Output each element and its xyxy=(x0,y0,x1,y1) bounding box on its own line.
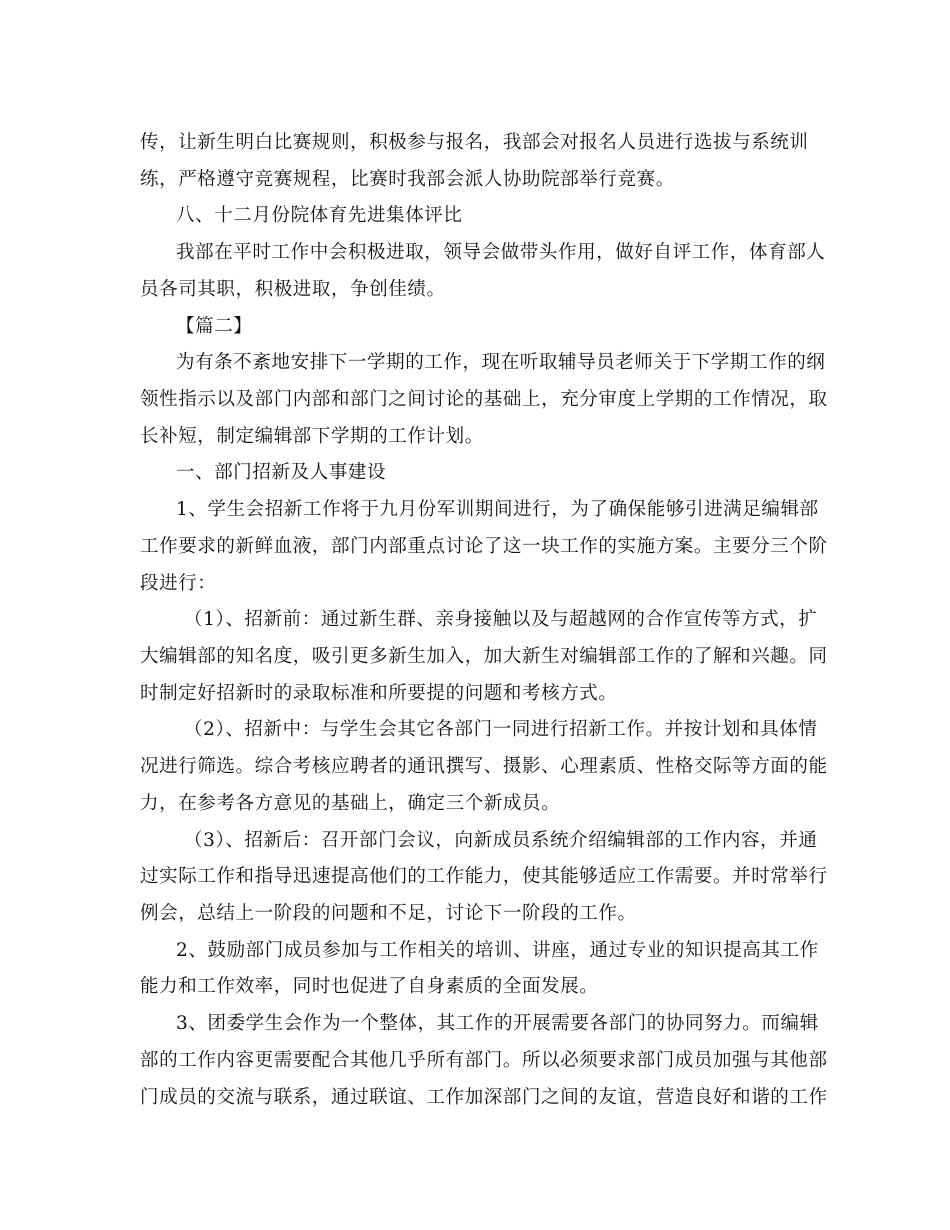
text-line: 员各司其职，积极进取，争创佳绩。 xyxy=(140,279,446,300)
text-line: 力，在参考各方意见的基础上，确定三个新成员。 xyxy=(140,793,561,814)
text-line: （3）、招新后：召开部门会议，向新成员系统介绍编辑部的工作内容，并通 xyxy=(184,830,818,851)
text-line: 段进行： xyxy=(140,573,217,594)
text-line: 长补短，制定编辑部下学期的工作计划。 xyxy=(140,426,484,447)
text-line: 过实际工作和指导迅速提高他们的工作能力，使其能够适应工作需要。并时常举行 xyxy=(140,866,828,887)
text-line: 练，严格遵守竞赛规程，比赛时我部会派人协助院部举行竞赛。 xyxy=(140,169,675,190)
text-line: 1、学生会招新工作将于九月份军训期间进行，为了确保能够引进满足编辑部 xyxy=(176,499,819,520)
text-line: 传，让新生明白比赛规则，积极参与报名，我部会对报名人员进行选拔与系统训 xyxy=(140,132,809,153)
text-line: 领性指示以及部门内部和部门之间讨论的基础上，充分审度上学期的工作情况，取 xyxy=(140,389,828,410)
text-line: 例会，总结上一阶段的问题和不足，讨论下一阶段的工作。 xyxy=(140,903,637,924)
text-line: （2）、招新中：与学生会其它各部门一同进行招新工作。并按计划和具体情 xyxy=(184,719,818,740)
text-line: 大编辑部的知名度，吸引更多新生加入，加大新生对编辑部工作的了解和兴趣。同 xyxy=(140,646,828,667)
text-line: 工作要求的新鲜血液，部门内部重点讨论了这一块工作的实施方案。主要分三个阶 xyxy=(140,536,828,557)
text-line: 时制定好招新时的录取标准和所要提的问题和考核方式。 xyxy=(140,683,618,704)
text-line: 部的工作内容更需要配合其他几乎所有部门。所以必须要求部门成员加强与其他部 xyxy=(140,1050,828,1071)
section-heading: 一、部门招新及人事建设 xyxy=(176,462,387,483)
section-heading: 八、十二月份院体育先进集体评比 xyxy=(176,205,463,226)
text-line: （1）、招新前：通过新生群、亲身接触以及与超越网的合作宣传等方式，扩 xyxy=(184,609,818,630)
part-heading: 【篇二】 xyxy=(176,316,253,337)
text-line: 况进行筛选。综合考核应聘者的通讯撰写、摄影、心理素质、性格交际等方面的能 xyxy=(140,756,828,777)
text-line: 3、团委学生会作为一个整体，其工作的开展需要各部门的协同努力。而编辑 xyxy=(176,1013,819,1034)
text-line: 能力和工作效率，同时也促进了自身素质的全面发展。 xyxy=(140,976,599,997)
text-line: 为有条不紊地安排下一学期的工作，现在听取辅导员老师关于下学期工作的纲 xyxy=(176,352,826,373)
text-line: 我部在平时工作中会积极进取，领导会做带头作用，做好自评工作，体育部人 xyxy=(176,242,826,263)
text-line: 门成员的交流与联系，通过联谊、工作加深部门之间的友谊，营造良好和谐的工作 xyxy=(140,1087,828,1108)
text-line: 2、鼓励部门成员参加与工作相关的培训、讲座，通过专业的知识提高其工作 xyxy=(176,940,819,961)
